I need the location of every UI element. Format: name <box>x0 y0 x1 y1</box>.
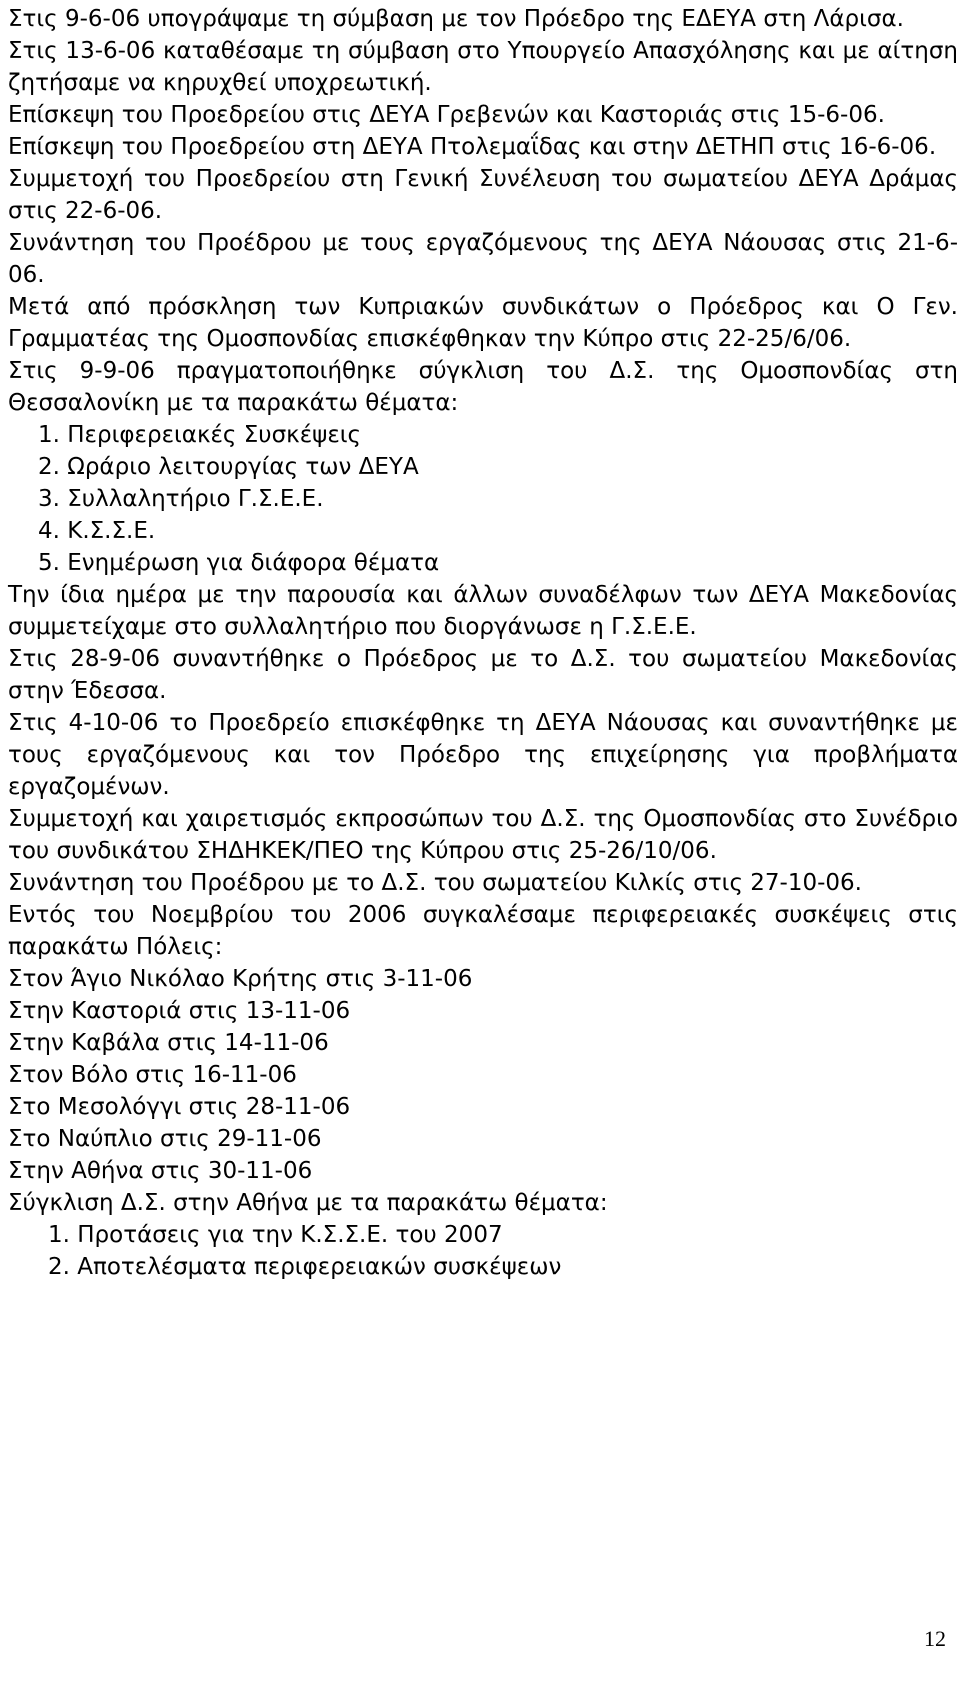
meeting-line: Στο Μεσολόγγι στις 28-11-06 <box>8 1094 351 1120</box>
paragraph: Την ίδια ημέρα με την παρουσία και άλλων συναδέλφων των ΔΕΥΑ Μακεδονίας συμμετείχαμε στο συλλαλητήριο που διοργάνωσε η Γ.Σ.Ε.Ε. <box>8 582 958 640</box>
meeting-line: Στην Καβάλα στις 14-11-06 <box>8 1030 329 1056</box>
document-page <box>8 3 958 1283</box>
meeting-line: Στην Αθήνα στις 30-11-06 <box>8 1158 313 1184</box>
paragraph: Επίσκεψη του Προεδρείου στη ΔΕΥΑ Πτολεμαΐδας και στην ΔΕΤΗΠ στις 16-6-06. <box>8 134 937 160</box>
page-number: 12 <box>924 1626 946 1651</box>
agenda-list <box>8 419 958 579</box>
paragraph: Συνάντηση του Προέδρου με το Δ.Σ. του σωματείου Κιλκίς στις 27-10-06. <box>8 870 862 896</box>
meeting-line: Στην Καστοριά στις 13-11-06 <box>8 998 351 1024</box>
list-item: 5. Ενημέρωση για διάφορα θέματα <box>38 550 440 576</box>
paragraph: Στις 13-6-06 καταθέσαμε τη σύμβαση στο Υπουργείο Απασχόλησης και με αίτηση ζητήσαμε να κηρυχθεί υποχρεωτική. <box>8 38 958 96</box>
list-item: 1. Περιφερειακές Συσκέψεις <box>38 422 362 448</box>
paragraph: Στις 9-9-06 πραγματοποιήθηκε σύγκλιση του Δ.Σ. της Ομοσπονδίας στη Θεσσαλονίκη με τα παρακάτω θέματα: <box>8 358 958 416</box>
paragraph: Επίσκεψη του Προεδρείου στις ΔΕΥΑ Γρεβενών και Καστοριάς στις 15-6-06. <box>8 102 885 128</box>
paragraph: Συνάντηση του Προέδρου με τους εργαζόμενους της ΔΕΥΑ Νάουσας στις 21-6-06. <box>8 230 958 288</box>
list-item: 3. Συλλαλητήριο Γ.Σ.Ε.Ε. <box>38 486 324 512</box>
meeting-line: Σύγκλιση Δ.Σ. στην Αθήνα με τα παρακάτω θέματα: <box>8 1190 608 1216</box>
list-item: 2. Ωράριο λειτουργίας των ΔΕΥΑ <box>38 454 419 480</box>
paragraph: Στις 4-10-06 το Προεδρείο επισκέφθηκε τη ΔΕΥΑ Νάουσας και συναντήθηκε με τους εργαζόμενους και τον Πρόεδρο της επιχείρησης για προβλήματα εργαζομένων. <box>8 710 958 800</box>
paragraph: Στις 28-9-06 συναντήθηκε ο Πρόεδρος με το Δ.Σ. του σωματείου Μακεδονίας στην Έδεσσα. <box>8 646 958 704</box>
paragraph: Στις 9-6-06 υπογράψαμε τη σύμβαση με τον Πρόεδρο της ΕΔΕΥΑ στη Λάρισα. <box>8 6 904 32</box>
meeting-line: Στον Άγιο Νικόλαο Κρήτης στις 3-11-06 <box>8 966 473 992</box>
paragraph: Συμμετοχή του Προεδρείου στη Γενική Συνέλευση του σωματείου ΔΕΥΑ Δράμας στις 22-6-06. <box>8 166 958 224</box>
list-item: 4. Κ.Σ.Σ.Ε. <box>38 518 156 544</box>
paragraph: Συμμετοχή και χαιρετισμός εκπροσώπων του Δ.Σ. της Ομοσπονδίας στο Συνέδριο του συνδικάτου ΣΗΔΗΚΕΚ/ΠΕΟ της Κύπρου στις 25-26/10/06. <box>8 806 958 864</box>
meeting-line: Στο Ναύπλιο στις 29-11-06 <box>8 1126 322 1152</box>
paragraph: Εντός του Νοεμβρίου του 2006 συγκαλέσαμε περιφερειακές συσκέψεις στις παρακάτω Πόλεις: <box>8 902 958 960</box>
list-item: 2. Αποτελέσματα περιφερειακών συσκέψεων <box>48 1254 562 1280</box>
meeting-line: Στον Βόλο στις 16-11-06 <box>8 1062 297 1088</box>
list-item: 1. Προτάσεις για την Κ.Σ.Σ.Ε. του 2007 <box>48 1222 503 1248</box>
paragraph: Μετά από πρόσκληση των Κυπριακών συνδικάτων ο Πρόεδρος και Ο Γεν. Γραμματέας της Ομοσπονδίας επισκέφθηκαν την Κύπρο στις 22-25/6/06. <box>8 294 958 352</box>
agenda-list <box>8 1219 958 1283</box>
